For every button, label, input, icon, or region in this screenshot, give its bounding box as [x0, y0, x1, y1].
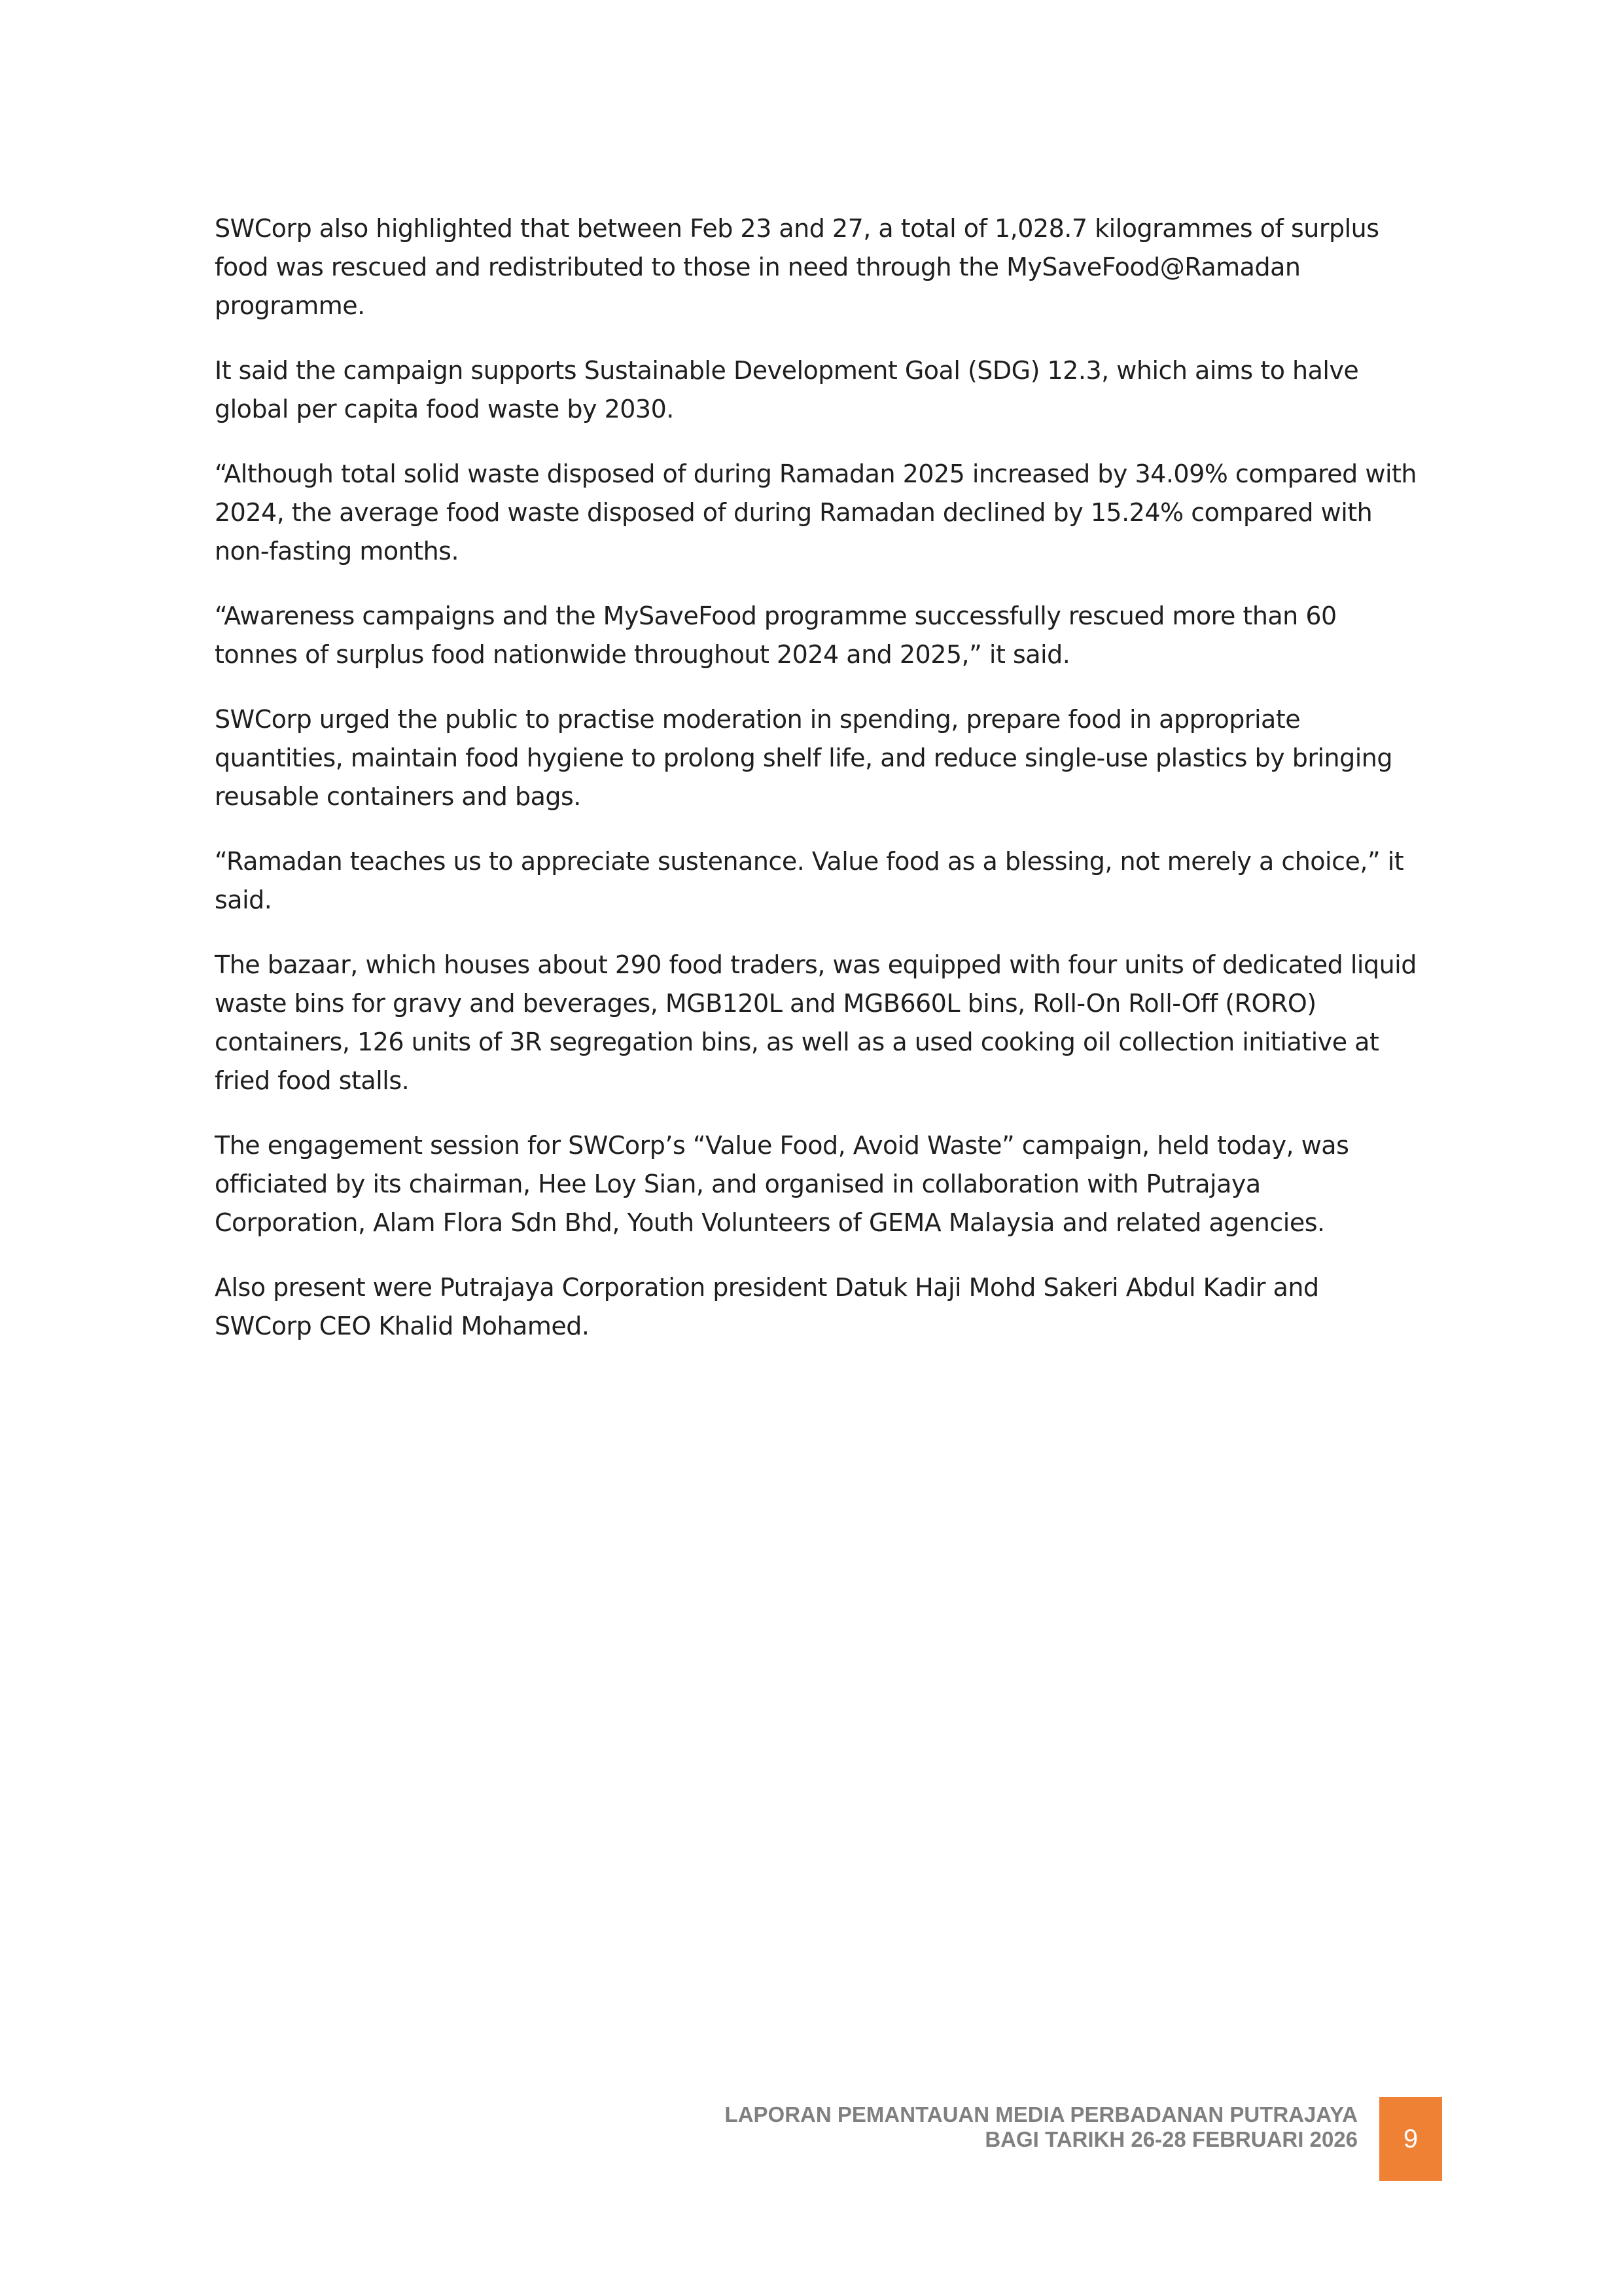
article-paragraph: SWCorp also highlighted that between Feb 23 and 27, a total of 1,028.7 kilogrammes of surplus food was rescued and redistributed to those in need through the MySaveFood@Ramadan programme.	[215, 214, 1379, 320]
article-paragraph: The engagement session for SWCorp’s “Value Food, Avoid Waste” campaign, held today, was officiated by its chairman, Hee Loy Sian, and organised in collaboration with Putrajaya Corporation, Alam Flora Sdn Bhd, Youth Volunteers of GEMA Malaysia and related agencies.	[215, 1131, 1349, 1237]
article-paragraph: “Although total solid waste disposed of during Ramadan 2025 increased by 34.09% compared with 2024, the average food waste disposed of during Ramadan declined by 15.24% compared with non-fasting months.	[215, 459, 1417, 565]
page-number-badge: 9	[1379, 2097, 1442, 2181]
report-footer	[725, 2102, 1358, 2152]
article-paragraph: “Ramadan teaches us to appreciate sustenance. Value food as a blessing, not merely a choice,” it said.	[215, 847, 1404, 914]
footer-report-title: LAPORAN PEMANTAUAN MEDIA PERBADANAN PUTRAJAYA	[724, 2102, 1358, 2126]
article-body	[215, 209, 1419, 1372]
article-paragraph: Also present were Putrajaya Corporation president Datuk Haji Mohd Sakeri Abdul Kadir and SWCorp CEO Khalid Mohamed.	[215, 1273, 1319, 1340]
article-paragraph: The bazaar, which houses about 290 food traders, was equipped with four units of dedicated liquid waste bins for gravy and beverages, MGB120L and MGB660L bins, Roll-On Roll-Off (RORO) containers, 126 units of 3R segregation bins, as well as a used cooking oil collection initiative at fried food stalls.	[215, 950, 1417, 1095]
article-paragraph: It said the campaign supports Sustainable Development Goal (SDG) 12.3, which aims to halve global per capita food waste by 2030.	[215, 356, 1359, 423]
article-paragraph: SWCorp urged the public to practise moderation in spending, prepare food in appropriate quantities, maintain food hygiene to prolong shelf life, and reduce single-use plastics by bringing reusable containers and bags.	[215, 705, 1392, 811]
footer-report-date: BAGI TARIKH 26-28 FEBRUARI 2026	[985, 2127, 1358, 2151]
article-paragraph: “Awareness campaigns and the MySaveFood programme successfully rescued more than 60 tonnes of surplus food nationwide throughout 2024 and 2025,” it said.	[215, 601, 1337, 669]
